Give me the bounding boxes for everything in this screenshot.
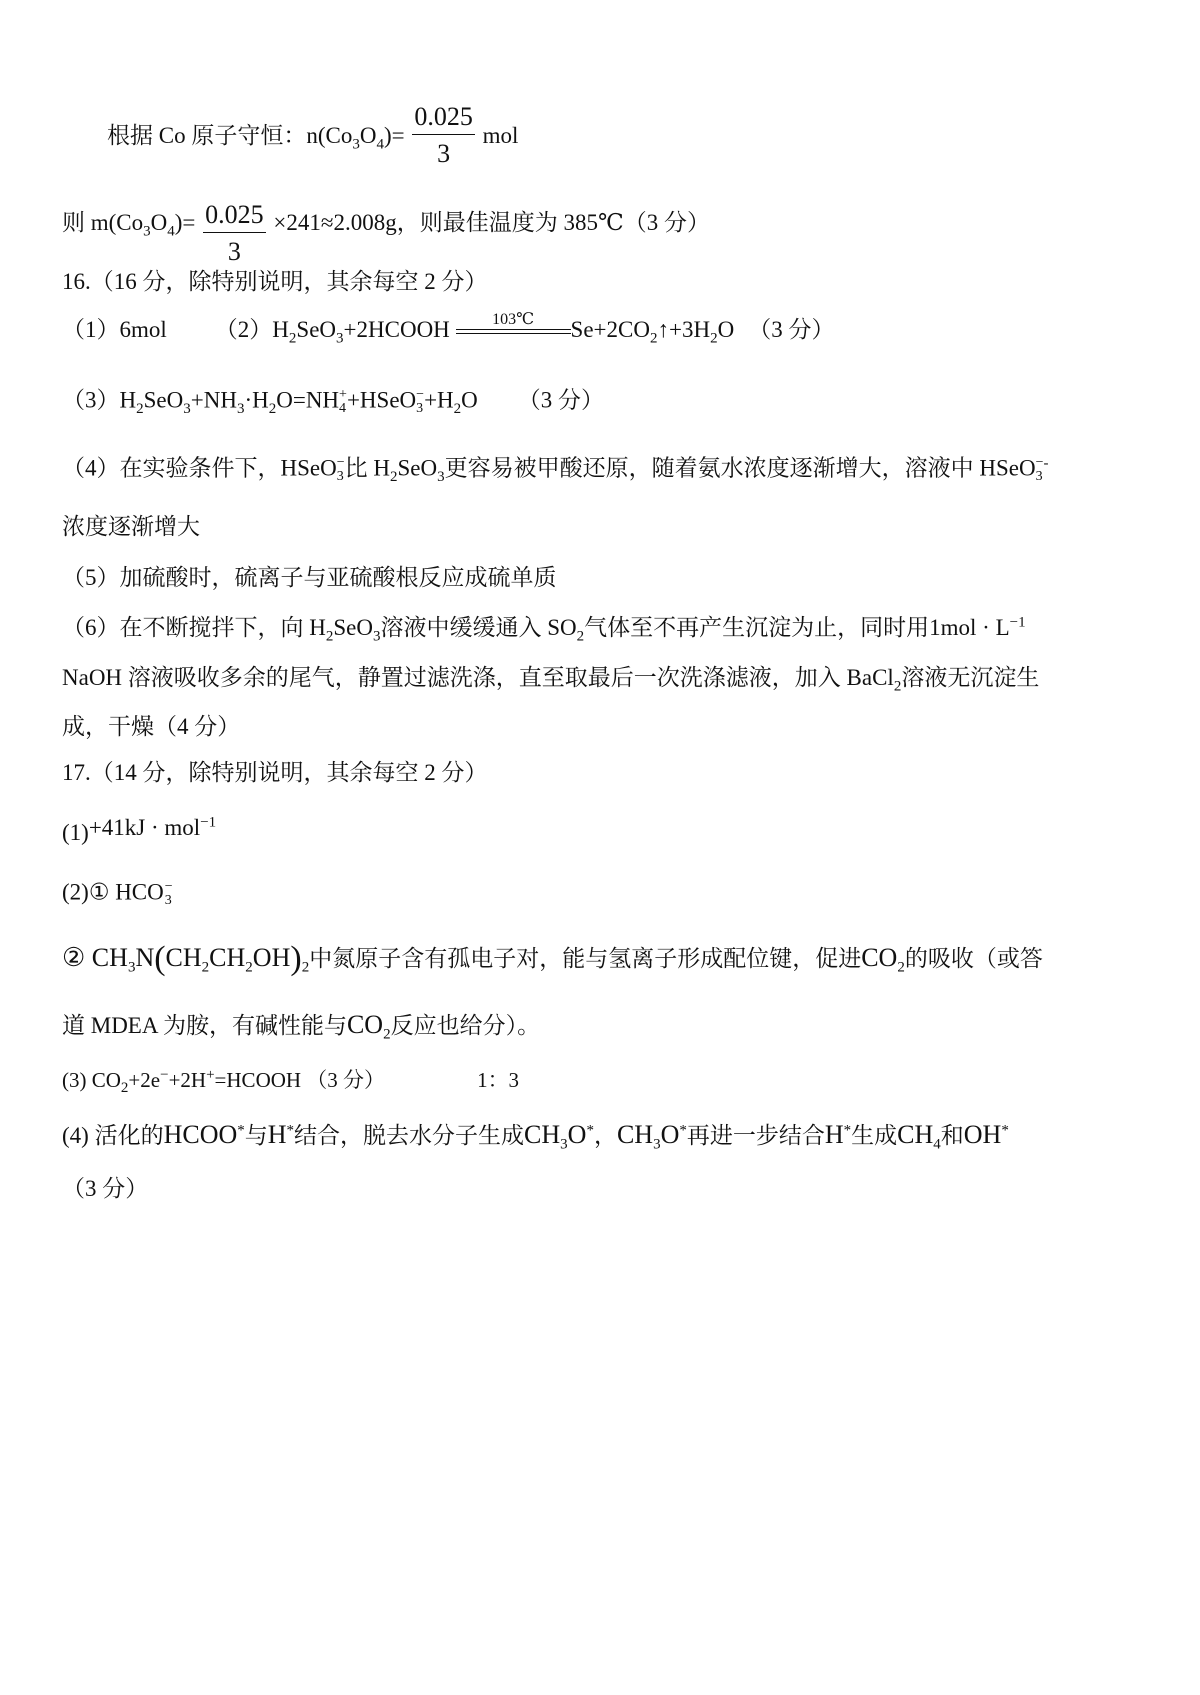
q16-answer-6-end: 成，干燥（4 分） [62, 714, 241, 739]
q16-answer-6-cont: NaOH 溶液吸收多余的尾气，静置过滤洗涤，直至取最后一次洗涤滤液，加入 BaCl$_2$溶液无沉淀生 [62, 665, 1040, 695]
q17-answer-2-1: (2)① HCO − 3 [62, 879, 173, 908]
q16-answer-3: $(3)H_2SeO_3+NH_3\cdot H_2O=NH$ + 4 +HSeO − 3 $+H_2O$ （3 分） [62, 387, 605, 417]
q17-answer-2-2: ② $CH_3N(CH_2CH_2OH)_2$中氮原子含有孤电子对，能与氢离子形成配位键，促进$CO_2$的吸收（或答 [62, 940, 1043, 977]
q17-answer-4-end: （3 分） [62, 1176, 149, 1201]
reaction-condition-arrow: 103℃ [456, 312, 571, 334]
q17-answer-4: (4) 活化的HCOO*与H*结合，脱去水分子生成$CH_3O^*$，$CH_3O^*$再进一步结合H*生成$CH_4$和OH* [62, 1120, 1009, 1153]
q17-answer-1: (1)+41kJ · mol$^{-1}$ [62, 814, 217, 845]
q16-answer-5: （5）加硫酸时，硫离子与亚硫酸根反应成硫单质 [62, 565, 557, 590]
fraction-mol: $\frac{0.025}{3}$ [414, 102, 473, 168]
question-17-title: 17.（14 分，除特别说明，其余每空 2 分） [62, 760, 488, 785]
co-conservation-line: 根据 Co 原子守恒：$n(Co_3O_4)=$ $\frac{0.025}{3}$ mol [107, 102, 519, 168]
mass-calculation-line: 则 $m(Co_3O_4)=$ $\frac{0.025}{3}$ ×241≈2.008g，则最佳温度为 385℃（3 分） [62, 200, 710, 266]
q17-answer-3: (3) $CO_2+2e^-+2H^+=HCOOH$ （3 分） 1：3 [62, 1067, 520, 1097]
q16-answer-4: （4）在实验条件下，HSeO − 3 比 $H_2SeO_3$更容易被甲酸还原，随着氨水浓度逐渐增大，溶液中 HSeO − 3 - [62, 455, 1049, 485]
question-16-title: 16.（16 分，除特别说明，其余每空 2 分） [62, 269, 488, 294]
fraction-mass: $\frac{0.025}{3}$ [205, 200, 264, 266]
q16-answer-4-cont: 浓度逐渐增大 [62, 514, 200, 539]
q17-answer-2-2-cont: 道 MDEA 为胺，有碱性能与$CO_2$反应也给分）。 [62, 1010, 541, 1043]
q16-answer-6: （6）在不断搅拌下，向 $H_2SeO_3$溶液中缓缓通入 $SO_2$气体至不再产生沉淀为止，同时用$1mol \cdot L^{-1}$ [62, 614, 1026, 645]
q16-answers-1-2: （1）6mol $(2)H_2SeO_3+2HCOOH$ 103℃ $Se+2CO_2↑+3H_2O$ （3 分） [62, 310, 835, 347]
